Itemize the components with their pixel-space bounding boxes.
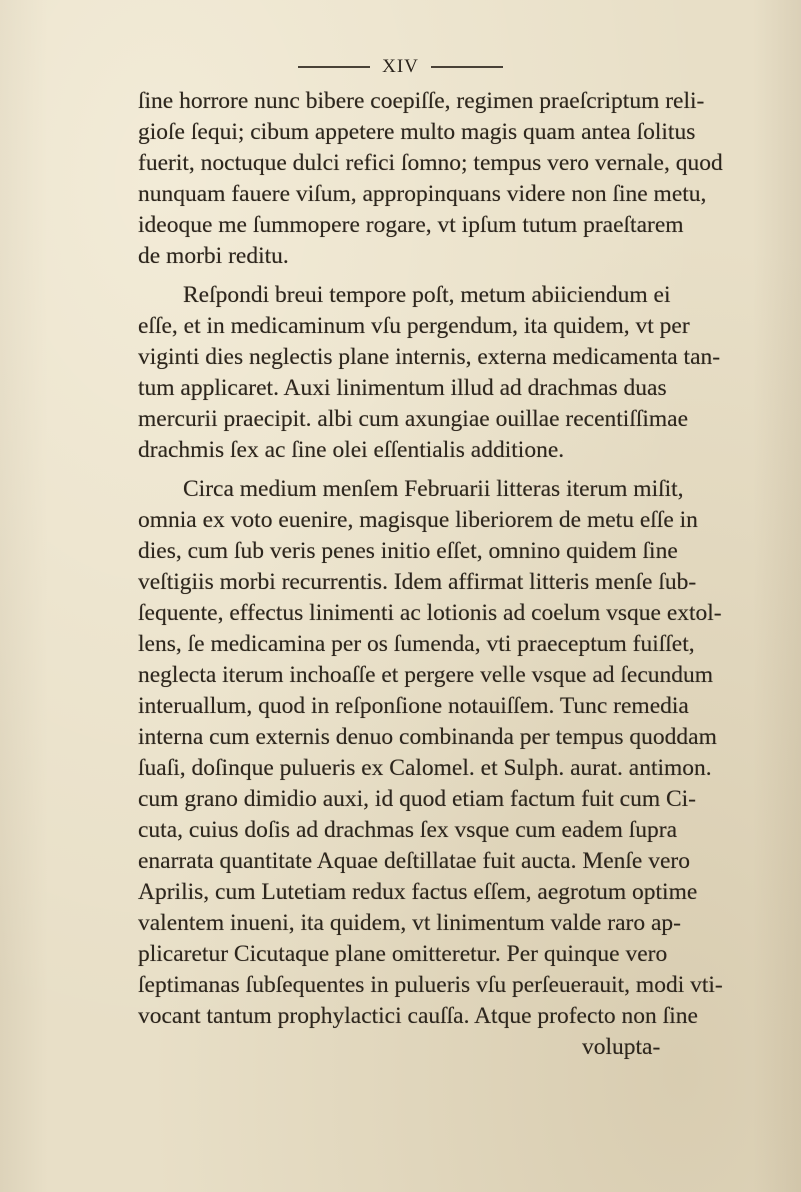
text-line: valentem inueni, ita quidem, vt linimentum valde raro ap- — [138, 910, 681, 936]
text-line: nunquam fauere viſum, appropinquans videre non ſine metu, — [138, 181, 707, 207]
text-line: cuta, cuius doſis ad drachmas ſex vsque cum eadem ſupra — [138, 817, 678, 843]
text-line: tum applicaret. Auxi linimentum illud ad drachmas duas — [138, 375, 667, 401]
page-number: XIV — [382, 56, 419, 77]
text-line: drachmis ſex ac ſine olei eſſentialis additione. — [138, 437, 565, 463]
text-line: lens, ſe medicamina per os ſumenda, vti praeceptum fuiſſet, — [138, 631, 695, 657]
paragraph-start-line: Reſpondi breui tempore poſt, metum abiiciendum ei — [183, 282, 671, 308]
catchword: volupta- — [582, 1034, 661, 1060]
text-line: interuallum, quod in reſponſione notauiſſem. Tunc remedia — [138, 693, 689, 719]
text-line: ſeptimanas ſubſequentes in pulueris vſu perſeuerauit, modi vti- — [138, 972, 723, 998]
text-line: vocant tantum prophylactici cauſſa. Atque profecto non ſine — [138, 1003, 698, 1029]
header-rule-right — [431, 66, 503, 68]
text-line: fuerit, noctuque dulci refici ſomno; tempus vero vernale, quod — [138, 150, 723, 176]
text-line: plicaretur Cicutaque plane omitteretur. Per quinque vero — [138, 941, 668, 967]
text-line: ſuaſi, doſinque pulueris ex Calomel. et Sulph. aurat. antimon. — [138, 755, 712, 781]
paragraph-start-line: Circa medium menſem Februarii litteras iterum miſit, — [183, 476, 684, 502]
text-line: Aprilis, cum Lutetiam redux factus eſſem, aegrotum optime — [138, 879, 698, 905]
text-line: neglecta iterum inchoaſſe et pergere velle vsque ad ſecundum — [138, 662, 714, 688]
text-line: omnia ex voto euenire, magisque liberiorem de metu eſſe in — [138, 507, 698, 533]
text-line: dies, cum ſub veris penes initio eſſet, omnino quidem ſine — [138, 538, 678, 564]
text-line: ſine horrore nunc bibere coepiſſe, regimen praeſcriptum reli- — [138, 88, 705, 114]
page-header — [0, 56, 801, 78]
text-line: eſſe, et in medicaminum vſu pergendum, ita quidem, vt per — [138, 313, 690, 339]
text-line: de morbi reditu. — [138, 243, 289, 269]
header-rule-left — [298, 66, 370, 68]
text-line: ideoque me ſummopere rogare, vt ipſum tutum praeſtarem — [138, 212, 684, 238]
text-line: cum grano dimidio auxi, id quod etiam factum fuit cum Ci- — [138, 786, 697, 812]
text-line: gioſe ſequi; cibum appetere multo magis quam antea ſolitus — [138, 119, 696, 145]
text-line: interna cum externis denuo combinanda per tempus quoddam — [138, 724, 717, 750]
text-line: ſequente, effectus linimenti ac lotionis ad coelum vsque extol- — [138, 600, 722, 626]
text-line: mercurii praecipit. albi cum axungiae ouillae recentiſſimae — [138, 406, 689, 432]
text-line: enarrata quantitate Aquae deſtillatae fuit aucta. Menſe vero — [138, 848, 690, 874]
text-line: viginti dies neglectis plane internis, externa medicamenta tan- — [138, 344, 721, 370]
text-line: veſtigiis morbi recurrentis. Idem affirmat litteris menſe ſub- — [138, 569, 697, 595]
